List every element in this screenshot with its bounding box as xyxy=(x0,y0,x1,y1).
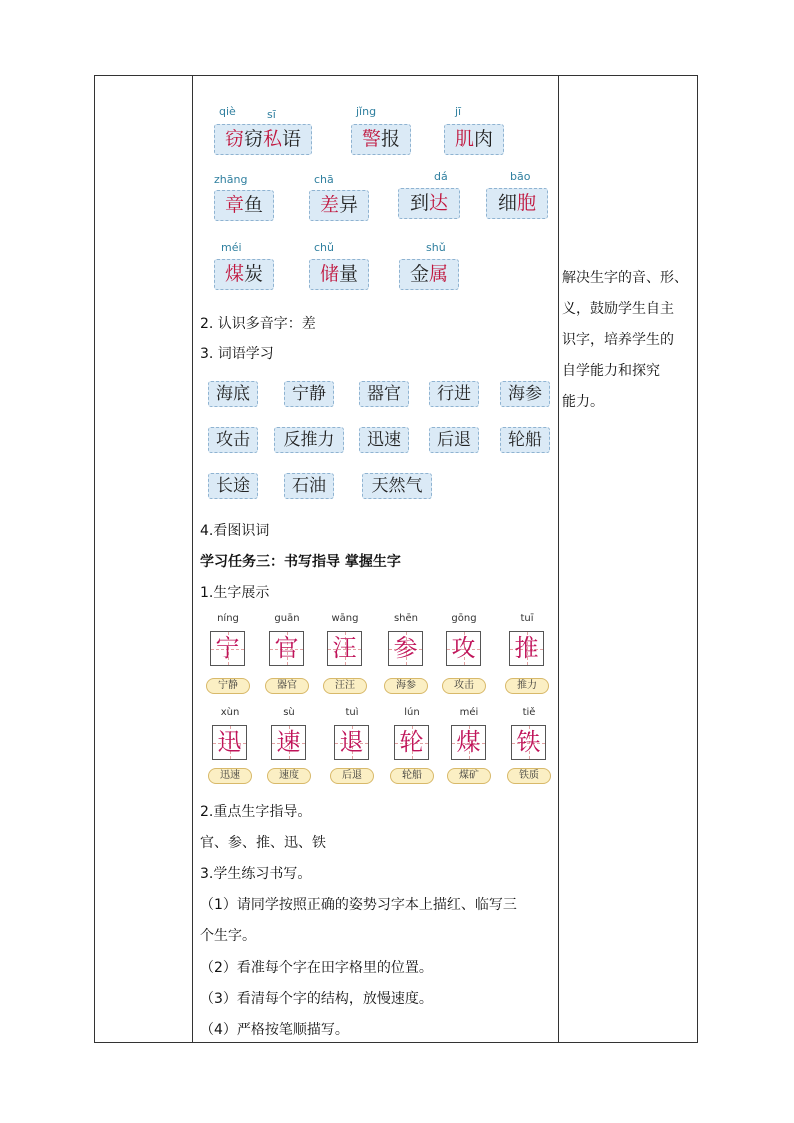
practice-char: 轮 xyxy=(399,728,424,756)
word-card: 攻击 xyxy=(208,427,258,453)
words-heading: 3. 词语学习 xyxy=(200,346,274,362)
vocab-card: 章鱼 xyxy=(214,190,274,221)
task3-heading: 学习任务三：书写指导 掌握生字 xyxy=(200,554,401,570)
word-card: 迅速 xyxy=(359,427,409,453)
word-card: 天然气 xyxy=(362,473,432,499)
practice-heading: 3.学生练习书写。 xyxy=(200,866,312,882)
practice-char: 宁 xyxy=(215,634,240,662)
vocab-card: 细胞 xyxy=(486,188,548,219)
tianzige-box xyxy=(271,725,306,760)
pinyin: chǔ xyxy=(314,241,334,254)
word-pill: 速度 xyxy=(267,768,311,784)
practice-char: 迅 xyxy=(217,728,242,756)
practice-char: 推 xyxy=(514,634,539,662)
practice-char: 汪 xyxy=(332,634,357,662)
tianzige-box xyxy=(327,631,362,666)
tianzige-box xyxy=(269,631,304,666)
highlight-char: 私 xyxy=(263,128,283,150)
note-line: 解决生字的音、形、 xyxy=(562,270,688,286)
vocab-card: 煤炭 xyxy=(214,259,274,290)
pinyin: qiè xyxy=(219,105,236,118)
column-divider-left xyxy=(192,76,193,1042)
note-line: 识字，培养学生的 xyxy=(562,332,674,348)
vocab-card: 差异 xyxy=(309,190,369,221)
key-chars-line: 官、参、推、迅、铁 xyxy=(200,835,326,851)
word-pill: 推力 xyxy=(505,678,549,694)
picture-words-line: 4.看图识词 xyxy=(200,523,270,539)
word-pill: 煤矿 xyxy=(447,768,491,784)
key-guide-line: 2.重点生字指导。 xyxy=(200,804,312,820)
tianzige-box xyxy=(388,631,423,666)
practice-item-1: （1）请同学按照正确的姿势习字本上描红、临写三 xyxy=(200,897,517,913)
tianzige-box xyxy=(451,725,486,760)
pinyin: sī xyxy=(267,108,276,121)
pinyin: bāo xyxy=(510,170,531,183)
char-pinyin: xùn xyxy=(220,707,240,718)
chars-heading: 1.生字展示 xyxy=(200,585,270,601)
word-card: 海底 xyxy=(208,381,258,407)
practice-item-4: （4）严格按笔顺描写。 xyxy=(200,1022,349,1038)
practice-char: 铁 xyxy=(516,728,541,756)
vocab-card xyxy=(214,124,312,155)
word-pill: 轮船 xyxy=(390,768,434,784)
char-pinyin: wāng xyxy=(331,613,359,624)
vocab-card: 警报 xyxy=(351,124,411,155)
char-pinyin: tuī xyxy=(520,613,534,624)
plain-char: 语 xyxy=(282,128,302,150)
tianzige-box xyxy=(210,631,245,666)
pinyin: shǔ xyxy=(426,241,446,254)
pinyin: chā xyxy=(314,173,334,186)
practice-item-1-cont: 个生字。 xyxy=(200,928,256,944)
practice-char: 官 xyxy=(274,634,299,662)
note-line: 能力。 xyxy=(562,394,604,410)
practice-item-3: （3）看清每个字的结构，放慢速度。 xyxy=(200,991,433,1007)
word-pill: 汪汪 xyxy=(323,678,367,694)
practice-char: 速 xyxy=(276,728,301,756)
char-pinyin: shēn xyxy=(393,613,419,624)
word-card: 宁静 xyxy=(284,381,334,407)
column-divider-right xyxy=(558,76,559,1042)
char-pinyin: méi xyxy=(459,707,479,718)
word-pill: 铁质 xyxy=(507,768,551,784)
word-card: 石油 xyxy=(284,473,334,499)
teaching-note xyxy=(562,263,697,418)
tianzige-box xyxy=(212,725,247,760)
word-card: 行进 xyxy=(429,381,479,407)
char-pinyin: tuì xyxy=(345,707,359,718)
word-card: 后退 xyxy=(429,427,479,453)
char-pinyin: níng xyxy=(217,613,239,624)
word-pill: 海参 xyxy=(384,678,428,694)
pinyin: méi xyxy=(221,241,242,254)
word-card: 长途 xyxy=(208,473,258,499)
word-pill: 攻击 xyxy=(442,678,486,694)
note-line: 自学能力和探究 xyxy=(562,363,660,379)
char-pinyin: tiě xyxy=(522,707,536,718)
word-card: 海参 xyxy=(500,381,550,407)
practice-char: 退 xyxy=(339,728,364,756)
char-pinyin: gōng xyxy=(451,613,477,624)
tianzige-box xyxy=(446,631,481,666)
note-line: 义，鼓励学生自主 xyxy=(562,301,674,317)
char-pinyin: sù xyxy=(283,707,295,718)
word-card: 器官 xyxy=(359,381,409,407)
word-pill: 迅速 xyxy=(208,768,252,784)
tianzige-box xyxy=(394,725,429,760)
word-pill: 后退 xyxy=(330,768,374,784)
word-card: 轮船 xyxy=(500,427,550,453)
polyphone-line: 2. 认识多音字：差 xyxy=(200,316,316,332)
practice-char: 煤 xyxy=(456,728,481,756)
practice-char: 参 xyxy=(393,634,418,662)
char-pinyin: lún xyxy=(404,707,420,718)
pinyin: jī xyxy=(455,105,462,118)
word-card: 反推力 xyxy=(274,427,344,453)
tianzige-box xyxy=(509,631,544,666)
tianzige-box xyxy=(334,725,369,760)
vocab-card: 肌肉 xyxy=(444,124,504,155)
pinyin: jǐng xyxy=(356,105,377,118)
pinyin: zhāng xyxy=(214,173,248,186)
practice-char: 攻 xyxy=(451,634,476,662)
highlight-char: 窃 xyxy=(224,128,244,150)
plain-char: 窃 xyxy=(243,128,263,150)
char-pinyin: guān xyxy=(274,613,300,624)
vocab-card: 储量 xyxy=(309,259,369,290)
practice-item-2: （2）看准每个字在田字格里的位置。 xyxy=(200,960,433,976)
word-pill: 宁静 xyxy=(206,678,250,694)
vocab-card: 到达 xyxy=(398,188,460,219)
tianzige-box xyxy=(511,725,546,760)
word-pill: 器官 xyxy=(265,678,309,694)
vocab-card: 金属 xyxy=(399,259,459,290)
pinyin: dá xyxy=(434,170,448,183)
